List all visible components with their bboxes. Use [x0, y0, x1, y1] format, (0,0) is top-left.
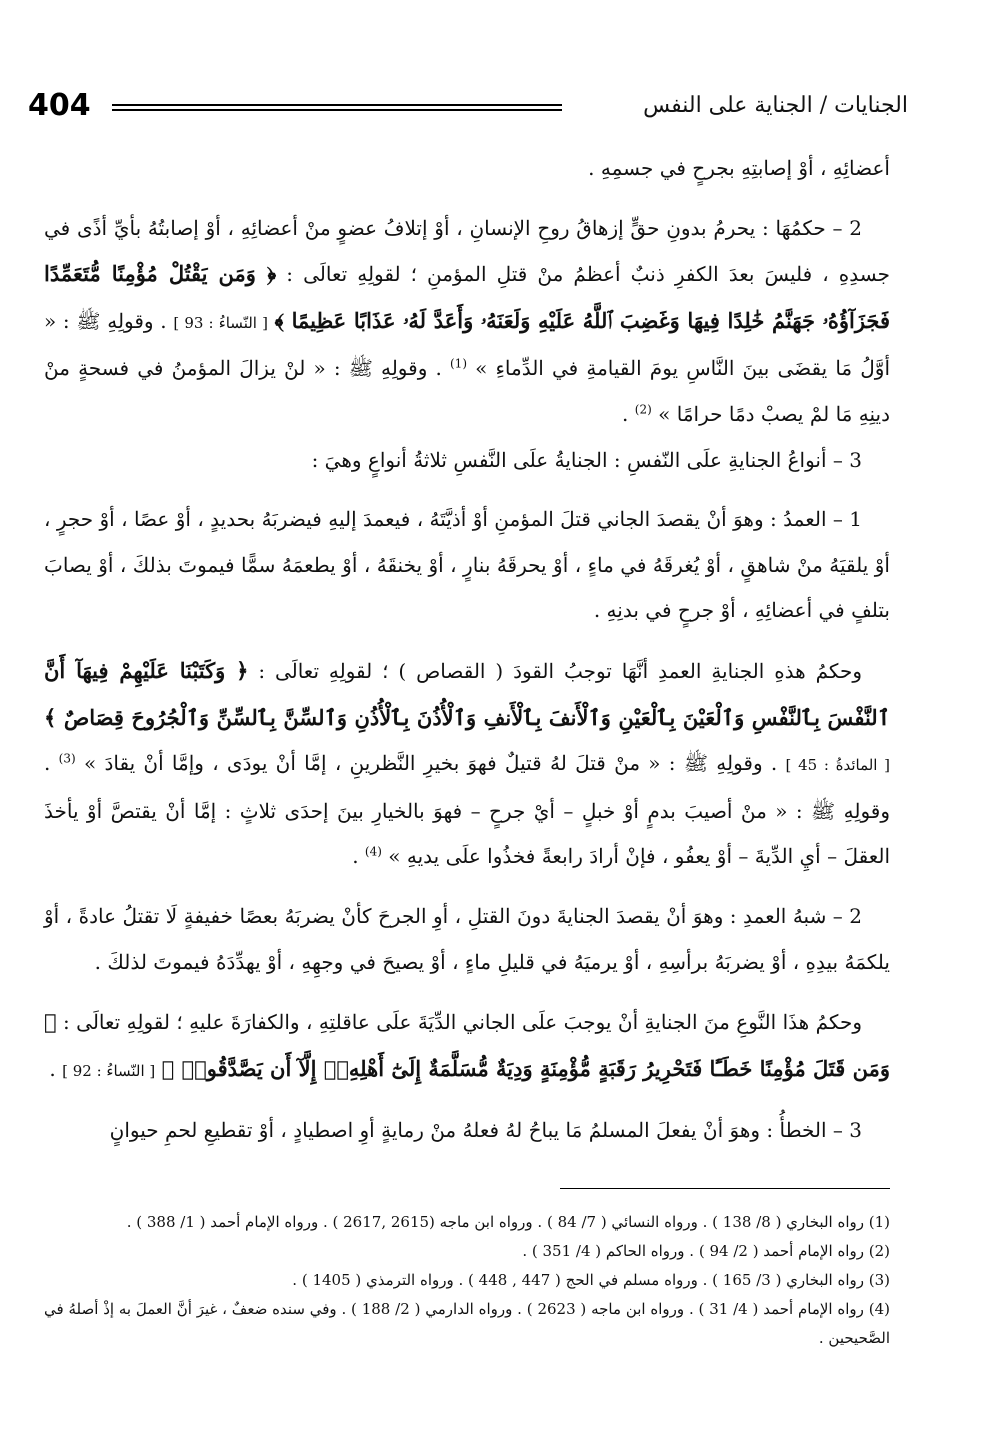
verse-reference: [ المائدةُ : 45 ]	[785, 756, 891, 775]
header-rule	[112, 104, 562, 111]
verse-reference: [ النّساءُ : 92 ]	[62, 1061, 156, 1080]
paragraph-intentional: 1 – العمدُ : وهوَ أنْ يقصدَ الجاني قتلَ المؤمنِ أوْ أذيَّتَهُ ، فيعمدَ إليهِ فيضربَهُ بحديدٍ ، أوْ عصًا ، أوْ حجرٍ ، أوْ يلقيَهُ منْ شاهقٍ ، أوْ يُغرقَهُ في ماءٍ ، أوْ يحرقَهُ بنارٍ ، أوْ يخنقَهُ ، أوْ يطعمَهُ سمًّا فيموتَ بذلكَ ، أوْ يصابَ بتلفٍ في أعضائِهِ ، أوْ جرحٍ في بدنِهِ .	[44, 507, 890, 623]
footnote-4: (4) رواه الإمام أحمد ( 4/ 31 ) . ورواه ابن ماجه ( 2623 ) . ورواه الدارمي ( 2/ 188 ) . وفي سنده ضعفٌ ، غيرَ أنَّ العملَ به إذْ أصلهُ في الصَّحيحين .	[44, 1300, 890, 1347]
footnote-marker-4: (4)	[364, 844, 382, 859]
page-number: 404	[28, 88, 91, 123]
chapter-title: الجنايات / الجناية على النفس	[643, 93, 908, 118]
footnote-marker-2: (2)	[634, 402, 652, 417]
main-text	[44, 146, 890, 1154]
sentence-end: .	[49, 1056, 56, 1081]
quran-verse-maidah-45: ﴿ وَكَتَبْنَا عَلَيْهِمْ فِيهَآ أَنَّ ٱلنَّفْسَ بِٱلنَّفْسِ وَٱلْعَيْنَ بِٱلْعَيْنِ وَٱلْأَنفَ بِٱلْأَنفِ وَٱلْأُذُنَ بِٱلْأُذُنِ وَٱلسِّنَّ بِٱلسِّنِّ وَٱلْجُرُوحَ قِصَاصٌ ﴾	[44, 657, 890, 730]
paragraph-mistake: 3 – الخطأُ : وهوَ أنْ يفعلَ المسلمُ مَا يباحُ لهُ فعلهُ منْ رمايةٍ أوِ اصطيادٍ ، أوْ تقطيعِ لحمِ حيوانٍ	[109, 1118, 862, 1143]
paragraph-quasi-intentional: 2 – شبهُ العمدِ : وهوَ أنْ يقصدَ الجنايةَ دونَ القتلِ ، أوِ الجرحَ كأنْ يضربَهُ بعصًا خفيفةٍ لَا تقتلُ عادةً ، أوْ يلكمَهُ بيدِهِ ، أوْ يضربَهُ برأسِهِ ، أوْ يرميَهُ في قليلِ ماءٍ ، أوْ يصيحَ في وجهِهِ ، أوْ يهدِّدَهُ فيموتَ لذلكَ .	[44, 903, 890, 974]
sentence-end: .	[622, 401, 629, 426]
hadith-text: . وقولِهِ ﷺ : « منْ أصيبَ بدمٍ أوْ خبلٍ – أيْ جرحٍ – فهوَ بالخيارِ بينَ إحدَى ثلاثٍ : إمَّا أنْ يقتصَّ أوْ يأخذَ العقلَ – أيِ الدِّيةَ – أوْ يعفُو ، فإنْ أرادَ رابعةً فخذُوا علَى يديهِ »	[44, 751, 890, 869]
paragraph-continuation: أعضائِهِ ، أوْ إصابتِهِ بجرحٍ في جسمِهِ .	[588, 156, 890, 180]
footnote-2: (2) رواه الإمام أحمد ( 2/ 94 ) . ورواه الحاكم ( 4/ 351 ) .	[522, 1242, 890, 1260]
ruling-text: وحكمُ هذهِ الجنايةِ العمدِ أنَّهَا توجبُ القودَ ( القصاص ) ؛ لقولِهِ تعالَى :	[258, 658, 862, 683]
ruling-text: 2 – حكمُهَا : يحرمُ بدونِ حقٍّ إزهاقُ روحِ الإنسانِ ، أوْ إتلافُ عضوٍ منْ أعضائِهِ ، أوْ إصابتُهُ بأيِّ أذًى في جسدِهِ ، فليسَ بعدَ الكفرِ ذنبٌ أعظمُ منْ قتلِ المؤمنِ ؛ لقولِهِ تعالَى :	[44, 215, 890, 287]
footnotes	[44, 1208, 890, 1353]
quran-verse-nisa-93: ﴿ وَمَن يَقْتُلْ مُؤْمِنًا مُّتَعَمِّدًا فَجَزَآؤُهُۥ جَهَنَّمُ خَٰلِدًا فِيهَا وَغَضِبَ ٱللَّهُ عَلَيْهِ وَلَعَنَهُۥ وَأَعَدَّ لَهُۥ عَذَابًا عَظِيمًا ﴾	[44, 261, 891, 333]
sentence-end: .	[352, 844, 359, 869]
footnote-marker-1: (1)	[449, 356, 467, 371]
quran-verse-nisa-92: ﴿ وَمَن قَتَلَ مُؤْمِنًا خَطَـًٔا فَتَحْرِيرُ رَقَبَةٍ مُّؤْمِنَةٍ وَدِيَةٌ مُّسَلَّمَةٌ إِلَىٰٓ أَهْلِهِۦٓ إِلَّآ أَن يَصَّدَّقُوا۟ ﴾	[44, 1009, 890, 1081]
footnote-marker-3: (3)	[58, 751, 76, 766]
hadith-text: . وقولِهِ ﷺ : « أوَّلُ مَا يقضَى بينَ النَّاسِ يومَ القيامةِ في الدِّماءِ »	[44, 308, 891, 381]
footnote-1: (1) رواه البخاري ( 8/ 138 ) . ورواه النسائي ( 7/ 84 ) . ورواه ابن ماجه (2615 ,2617 ) . ورواه الإمام أحمد ( 1/ 388 ) .	[126, 1213, 890, 1231]
hadith-text: . وقولِهِ ﷺ : « لنْ يزالَ المؤمنُ في فسحةٍ منْ دينِهِ مَا لمْ يصبْ دمًا حرامًا »	[44, 356, 890, 426]
paragraph-intentional-ruling	[44, 648, 890, 880]
paragraph-types: 3 – أنواعُ الجنايةِ علَى النّفسِ : الجنايةُ علَى النَّفسِ ثلاثةُ أنواعٍ وهيَ :	[311, 447, 862, 472]
footnote-3: (3) رواه البخاري ( 3/ 165 ) . ورواه مسلم في الحج ( 447 , 448 ) . ورواه الترمذي ( 1405 ) .	[292, 1271, 890, 1289]
paragraph-quasi-ruling	[44, 999, 890, 1094]
footnote-rule	[560, 1188, 890, 1189]
paragraph-ruling	[44, 206, 890, 438]
verse-reference: [ النّساءُ : 93 ]	[173, 313, 268, 332]
ruling-text: وحكمُ هذَا النَّوعِ منَ الجنايةِ أنْ يوجبَ علَى الجاني الدِّيَةَ علَى عاقلتِهِ ، والكفارَةَ عليهِ ؛ لقولِهِ تعالَى :	[63, 1010, 862, 1035]
page-header	[28, 88, 908, 128]
hadith-text: . وقولِهِ ﷺ : « منْ قتلَ لهُ قتيلٌ فهوَ بخيرِ النَّظرينِ ، إمَّا أنْ يودَى ، وإمَّا أنْ يقادَ »	[83, 751, 778, 776]
